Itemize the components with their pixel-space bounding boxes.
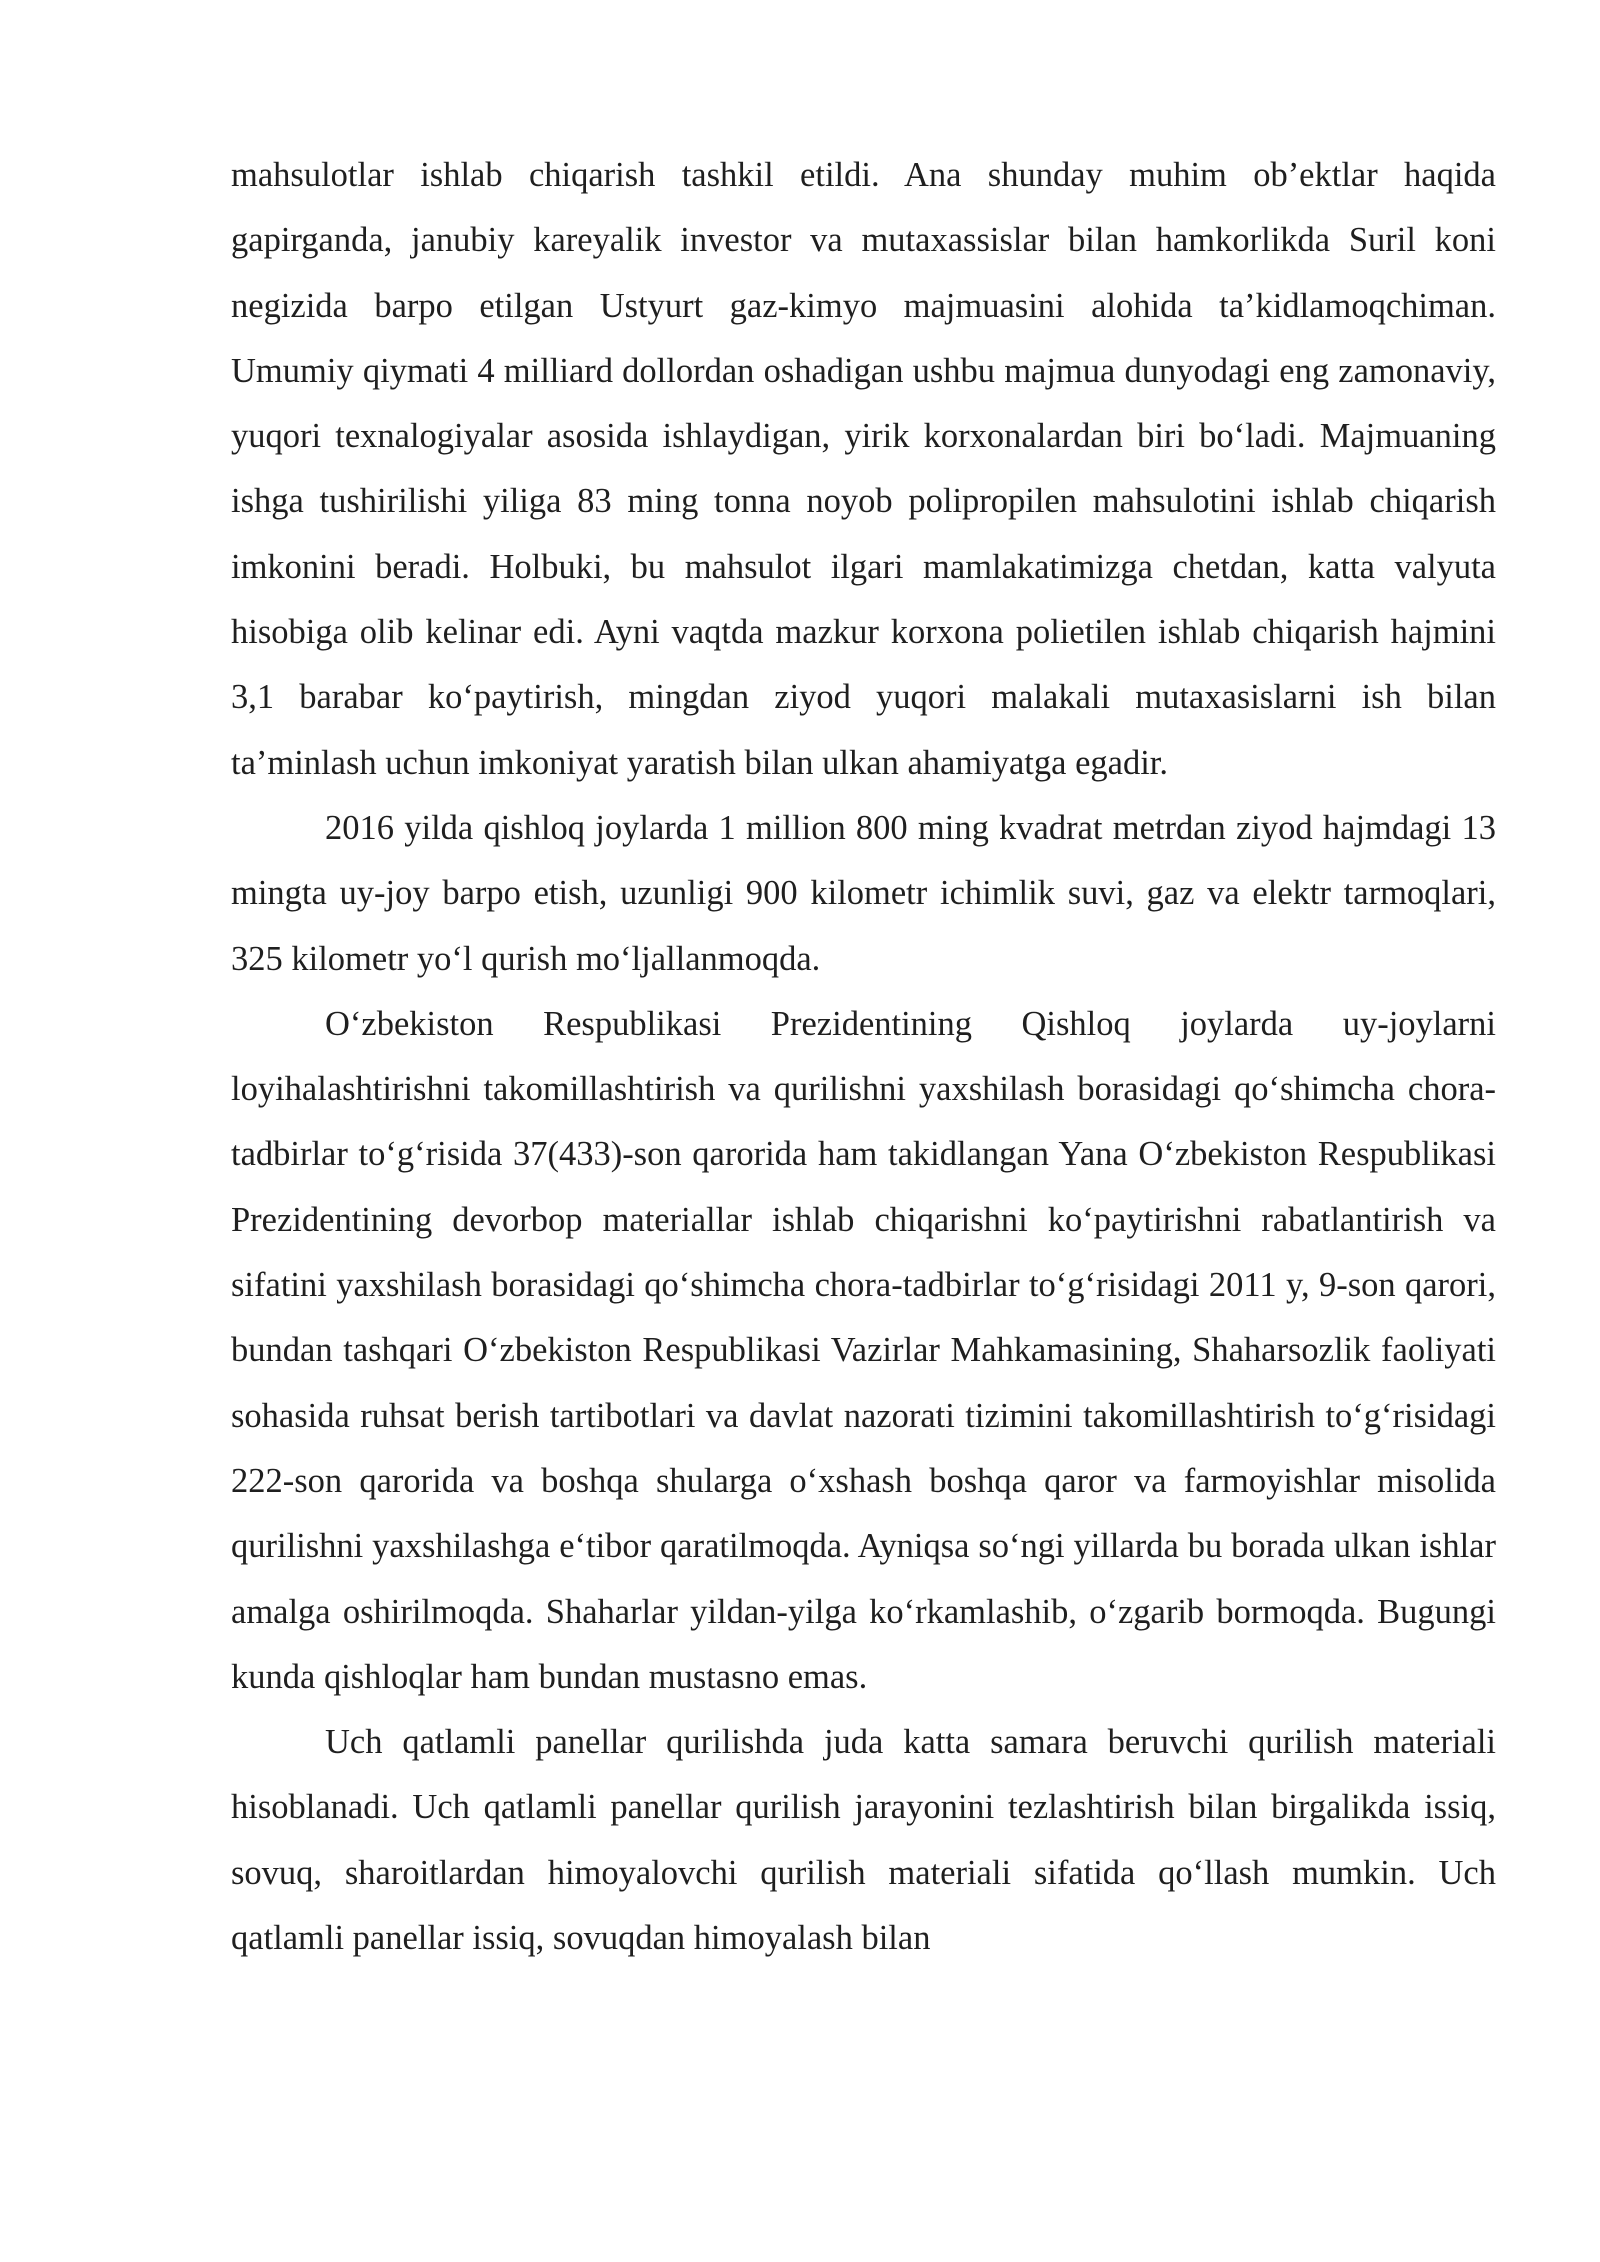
paragraph-continuation: mahsulotlar ishlab chiqarish tashkil etildi. Ana shunday muhim ob’ektlar haqida gapirganda, janubiy kareyalik investor va mutaxassislar bilan hamkorlikda Suril koni negizida barpo etilgan Ustyurt gaz-kimyo majmuasini alohida ta’kidlamoqchiman. Umumiy qiymati 4 milliard dollordan oshadigan ushbu majmua dunyodagi eng zamonaviy, yuqori texnalogiyalar asosida ishlaydigan, yirik korxonalardan biri bo‘ladi. Majmuaning ishga tushirilishi yiliga 83 ming tonna noyob polipropilen mahsulotini ishlab chiqarish imkonini beradi. Holbuki, bu mahsulot ilgari mamlakatimizga chetdan, katta valyuta hisobiga olib kelinar edi. Ayni vaqtda mazkur korxona polietilen ishlab chiqarish hajmini 3,1 barabar ko‘paytirish, mingdan ziyod yuqori malakali mutaxasislarni ish bilan ta’minlash uchun imkoniyat yaratish bilan ulkan ahamiyatga egadir. [231, 156, 1496, 782]
paragraph-presidential-decrees: O‘zbekiston Respublikasi Prezidentining Qishloq joylarda uy-joylarni loyihalashtirishni takomillashtirish va qurilishni yaxshilash borasidagi qo‘shimcha chora-tadbirlar to‘g‘risida 37(433)-son qarorida ham takidlangan Yana O‘zbekiston Respublikasi Prezidentining devorbop materiallar ishlab chiqarishni ko‘paytirishni rabatlantirish va sifatini yaxshilash borasidagi qo‘shimcha chora-tadbirlar to‘g‘risidagi 2011 y, 9-son qarori, bundan tashqari O‘zbekiston Respublikasi Vazirlar Mahkamasining, Shaharsozlik faoliyati sohasida ruhsat berish tartibotlari va davlat nazorati tizimini takomillashtirish to‘g‘risidagi 222-son qarorida va boshqa shularga o‘xshash boshqa qaror va farmoyishlar misolida qurilishni yaxshilashga e‘tibor qaratilmoqda. Ayniqsa so‘ngi yillarda bu borada ulkan ishlar amalga oshirilmoqda. Shaharlar yildan-yilga ko‘rkamlashib, o‘zgarib bormoqda. Bugungi kunda qishloqlar ham bundan mustasno emas. [231, 1004, 1496, 1696]
document-page [231, 143, 1496, 1971]
paragraph-three-layer-panels: Uch qatlamli panellar qurilishda juda katta samara beruvchi qurilish materiali hisoblanadi. Uch qatlamli panellar qurilish jarayonini tezlashtirish bilan birgalikda issiq, sovuq, sharoitlardan himoyalovchi qurilish materiali sifatida qo‘llash mumkin. Uch qatlamli panellar issiq, sovuqdan himoyalash bilan [231, 1723, 1496, 1958]
paragraph-housing-plan: 2016 yilda qishloq joylarda 1 million 800 ming kvadrat metrdan ziyod hajmdagi 13 mingta uy-joy barpo etish, uzunligi 900 kilometr ichimlik suvi, gaz va elektr tarmoqlari, 325 kilometr yo‘l qurish mo‘ljallanmoqda. [231, 808, 1496, 978]
